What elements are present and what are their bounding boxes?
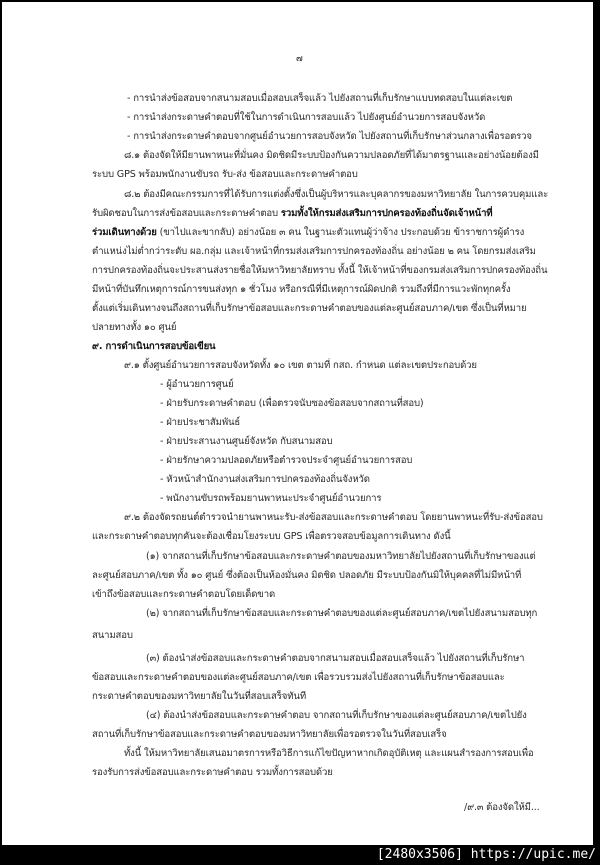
bullet-line: - การนำส่งกระดาษคำตอบจากศูนย์อำนวยการสอบจังหวัด ไปยังสถานที่เก็บรักษาส่วนกลางเพื่อรอตรวจ — [127, 131, 532, 142]
paragraph-line: สถานที่เก็บรักษาข้อสอบและกระดาษคำตอบของมหาวิทยาลัยเพื่อรอตรวจในวันที่สอบเสร็จ — [92, 729, 447, 740]
paragraph-line: ข้อสอบและกระดาษคำตอบของแต่ละศูนย์สอบภาค/เขต เพื่อรวบรวมส่งไปยังสถานที่เก็บรักษาข้อสอบและ — [92, 672, 505, 683]
document-page — [2, 2, 593, 845]
list-item: - ฝ่ายประสานงานศูนย์จังหวัด กับสนามสอบ — [160, 436, 333, 447]
paragraph-line: รองรับการส่งข้อสอบและกระดาษคำตอบ รวมทั้งการสอบด้วย — [92, 767, 333, 778]
paragraph-line: (๔) ต้องนำส่งข้อสอบและกระดาษคำตอบ จากสถานที่เก็บรักษาของแต่ละศูนย์สอบภาค/เขตไปยัง — [146, 710, 527, 721]
paragraph-line: (๓) ต้องนำส่งข้อสอบและกระดาษคำตอบจากสนามสอบเมื่อสอบเสร็จแล้ว ไปยังสถานที่เก็บรักษา — [146, 653, 525, 664]
paragraph-line: ทั้งนี้ ให้มหาวิทยาลัยเสนอมาตรการหรือวิธีการแก้ไขปัญหาหากเกิดอุบัติเหตุ และแผนสำรองการสอบเพื่อ — [124, 748, 534, 759]
paragraph-line — [92, 207, 492, 221]
list-item: - ผู้อำนวยการศูนย์ — [160, 379, 234, 390]
bullet-line: - การนำส่งข้อสอบจากสนามสอบเมื่อสอบเสร็จแล้ว ไปยังสถานที่เก็บรักษาแบบทดสอบในแต่ละเขต — [127, 93, 513, 104]
paragraph-line: ระบบ GPS พร้อมพนักงานขับรถ รับ-ส่ง ข้อสอบและกระดาษคำตอบ — [92, 169, 358, 180]
paragraph-line: ละศูนย์สอบภาค/เขต ทั้ง ๑๐ ศูนย์ ซึ่งต้องเป็นห้องมั่นคง มิดชิด ปลอดภัย มีระบบป้องกันมิให้บุคคลที่ไม่มีหน้าที่ — [92, 570, 522, 581]
paragraph-line: การปกครองท้องถิ่นจะประสานส่งรายชื่อให้มหาวิทยาลัยทราบ ทั้งนี้ ให้เจ้าหน้าที่ของกรมส่งเสริมการปกครองท้องถิ่น — [92, 265, 548, 276]
paragraph-line: ปลายทางทั้ง ๑๐ ศูนย์ — [92, 322, 177, 333]
text-run: รับผิดชอบในการส่งข้อสอบและกระดาษคำตอบ — [92, 208, 281, 219]
paragraph-line: ๙.๒ ต้องจัดรถยนต์ตำรวจนำยานพาหนะรับ-ส่งข้อสอบและกระดาษคำตอบ โดยยานพาหนะที่รับ-ส่งข้อสอบ — [124, 512, 543, 523]
section-heading: ๙. การดำเนินการสอบข้อเขียน — [92, 341, 216, 352]
image-watermark: [2480x3506] https://upic.me/ — [376, 847, 596, 862]
paragraph-line: มีหน้าที่บันทึกเหตุการณ์การขนส่งทุก ๑ ชั่วโมง หรือกรณีที่มีเหตุการณ์ผิดปกติ รวมถึงที่มีการแวะพักทุกครั้ง — [92, 284, 511, 295]
list-item: - หัวหน้าสำนักงานส่งเสริมการปกครองท้องถิ่นจังหวัด — [160, 474, 370, 485]
paragraph-line: เข้าถึงข้อสอบและกระดาษคำตอบโดยเด็ดขาด — [92, 589, 276, 600]
paragraph-line: ๙.๑ ตั้งศูนย์อำนวยการสอบจังหวัดทั้ง ๑๐ เขต ตามที่ กสถ. กำหนด แต่ละเขตประกอบด้วย — [124, 360, 477, 371]
list-item: - ฝ่ายประชาสัมพันธ์ — [160, 417, 241, 428]
paragraph-line: ๘.๑ ต้องจัดให้มียานพาหนะที่มั่นคง มิดชิดมีระบบป้องกันความปลอดภัยที่ได้มาตรฐานและอย่างน้อยต้องมี — [124, 150, 539, 161]
paragraph-line: กระดาษคำตอบของมหาวิทยาลัยในวันที่สอบเสร็จทันที — [92, 691, 306, 702]
list-item: - ฝ่ายรักษาความปลอดภัยหรือตำรวจประจำศูนย์อำนวยการสอบ — [160, 455, 413, 466]
bold-text-run: รวมทั้งให้กรมส่งเสริมการปกครองท้องถิ่นจัดเจ้าหน้าที่ — [280, 208, 493, 219]
list-item: - พนักงานขับรถพร้อมยานพาหนะประจำศูนย์อำนวยการ — [160, 493, 382, 504]
paragraph-line: (๒) จากสถานที่เก็บรักษาข้อสอบและกระดาษคำตอบของแต่ละศูนย์สอบภาค/เขตไปยังสนามสอบทุก — [146, 608, 538, 619]
page-number: ๗ — [296, 54, 303, 64]
paragraph-line: (๑) จากสถานที่เก็บรักษาข้อสอบและกระดาษคำตอบของมหาวิทยาลัยไปยังสถานที่เก็บรักษาของแต่ — [146, 551, 536, 562]
list-item: - ฝ่ายรับกระดาษคำตอบ (เพื่อตรวจนับซองข้อสอบจากสถานที่สอบ) — [160, 398, 424, 409]
bullet-line: - การนำส่งกระดาษคำตอบที่ใช้ในการดำเนินการสอบแล้ว ไปยังศูนย์อำนวยการสอบจังหวัด — [127, 112, 486, 123]
paragraph-line: ๘.๒ ต้องมีคณะกรรมการที่ได้รับการแต่งตั้งซึ่งเป็นผู้บริหารและบุคลากรของมหาวิทยาลัย ในการควบคุมและ — [124, 189, 549, 200]
text-run: (ขาไปและขากลับ) อย่างน้อย ๓ คน ในฐานะตัวแทนผู้ว่าจ้าง ประกอบด้วย ข้าราชการผู้ดำรง — [156, 227, 525, 238]
continuation-note: /๙.๓ ต้องจัดให้มี... — [464, 802, 540, 813]
paragraph-line — [92, 226, 524, 240]
paragraph-line: และกระดาษคำตอบทุกคันจะต้องเชื่อมโยงระบบ GPS เพื่อตรวจสอบข้อมูลการเดินทาง ดังนี้ — [92, 531, 451, 542]
paragraph-line: สนามสอบ — [92, 630, 133, 641]
paragraph-line: ตำแหน่งไม่ต่ำกว่าระดับ ผอ.กลุ่ม และเจ้าหน้าที่กรมส่งเสริมการปกครองท้องถิ่น อย่างน้อย ๒ คน โดยกรมส่งเสริม — [92, 246, 536, 257]
bold-text-run: ร่วมเดินทางด้วย — [92, 227, 157, 238]
paragraph-line: ตั้งแต่เริ่มเดินทางจนถึงสถานที่เก็บรักษาข้อสอบและกระดาษคำตอบของแต่ละศูนย์สอบภาค/เขต ซึ่งเป็นที่หมาย — [92, 303, 527, 314]
